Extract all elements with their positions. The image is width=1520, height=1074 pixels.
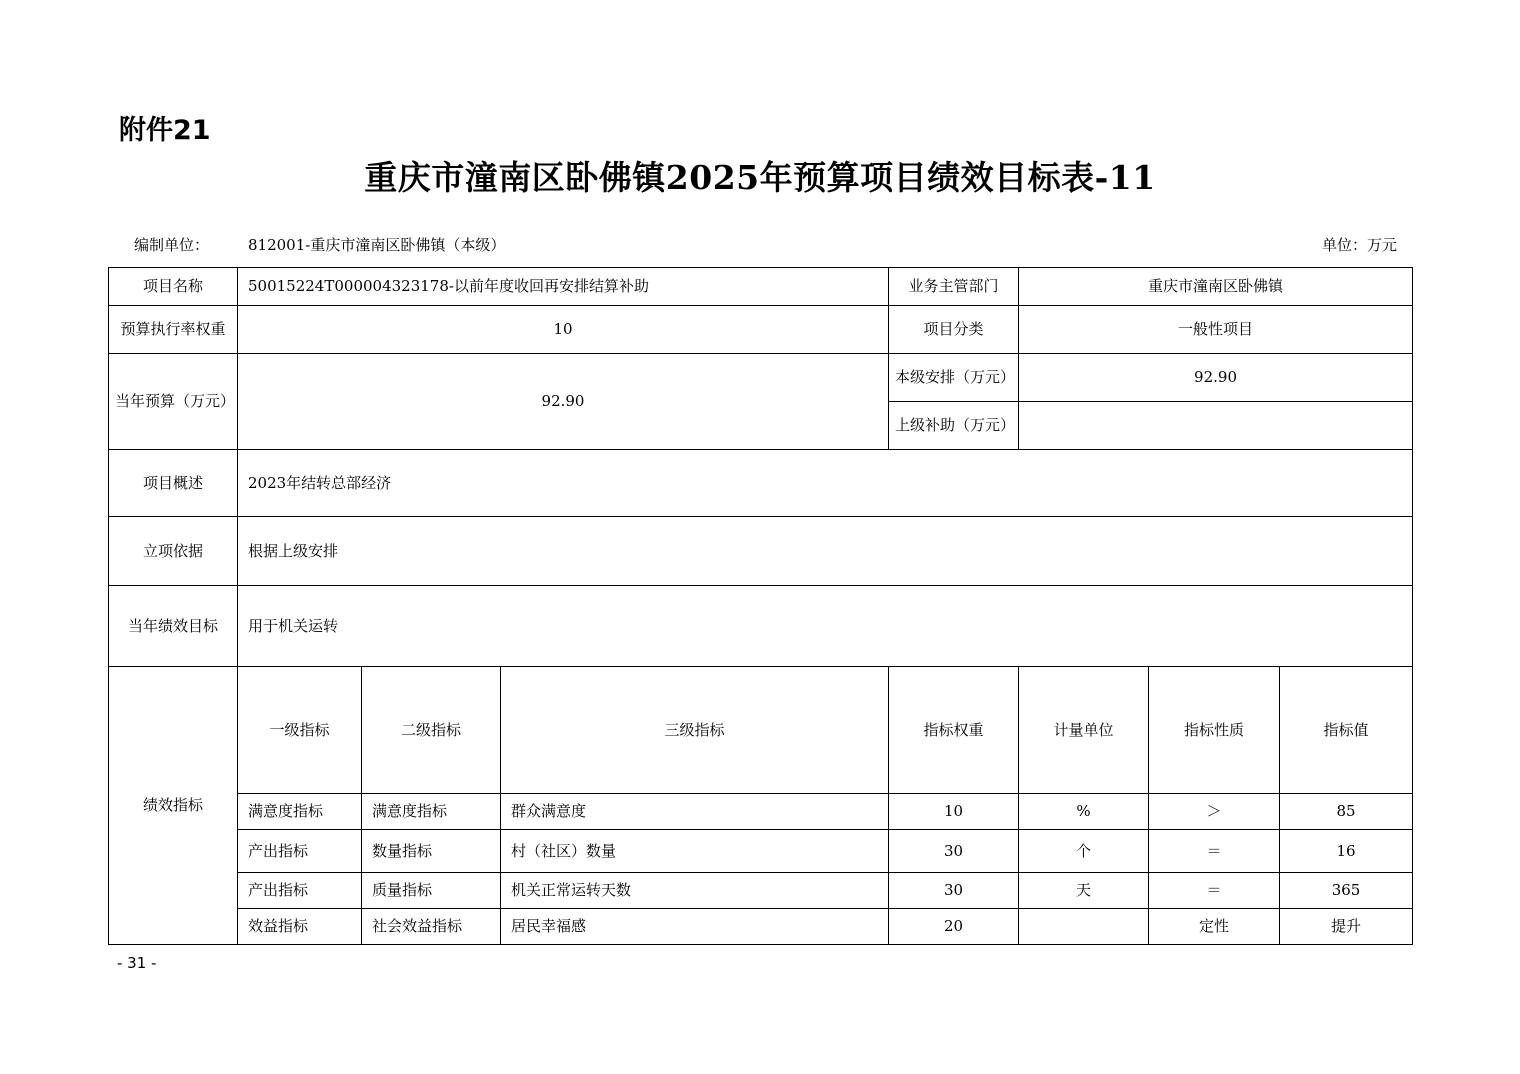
cell-level2: 质量指标 <box>362 873 501 909</box>
cell-value: 提升 <box>1280 909 1413 945</box>
cell-weight: 20 <box>889 909 1019 945</box>
project-name-value: 50015224T000004323178-以前年度收回再安排结算补助 <box>238 268 889 306</box>
cell-weight: 30 <box>889 830 1019 873</box>
dept-value: 重庆市潼南区卧佛镇 <box>1019 268 1413 306</box>
cell-value: 16 <box>1280 830 1413 873</box>
cell-level1: 产出指标 <box>238 873 362 909</box>
cell-value: 85 <box>1280 794 1413 830</box>
overview-label: 项目概述 <box>109 450 238 517</box>
category-label: 项目分类 <box>889 306 1019 354</box>
indicators-section-label: 绩效指标 <box>109 667 238 945</box>
table-row <box>109 794 1413 830</box>
document-title: 重庆市潼南区卧佛镇2025年预算项目绩效目标表-11 <box>364 158 1156 197</box>
attachment-label: 附件21 <box>119 115 211 146</box>
cell-level3: 居民幸福感 <box>501 909 889 945</box>
header-nature: 指标性质 <box>1149 667 1280 794</box>
local-arrangement-value: 92.90 <box>1019 354 1413 402</box>
org-value: 812001-重庆市潼南区卧佛镇（本级） <box>248 236 506 254</box>
cell-level2: 满意度指标 <box>362 794 501 830</box>
category-value: 一般性项目 <box>1019 306 1413 354</box>
goal-value: 用于机关运转 <box>238 586 1413 667</box>
budget-label: 当年预算（万元） <box>109 354 238 450</box>
table-row <box>109 830 1413 873</box>
basis-label: 立项依据 <box>109 517 238 586</box>
cell-level2: 数量指标 <box>362 830 501 873</box>
overview-value: 2023年结转总部经济 <box>238 450 1413 517</box>
project-name-label: 项目名称 <box>109 268 238 306</box>
cell-nature: ＝ <box>1149 873 1280 909</box>
cell-level1: 效益指标 <box>238 909 362 945</box>
cell-unit: 天 <box>1019 873 1149 909</box>
table-row <box>109 909 1413 945</box>
budget-value: 92.90 <box>238 354 889 450</box>
cell-unit <box>1019 909 1149 945</box>
cell-weight: 30 <box>889 873 1019 909</box>
dept-label: 业务主管部门 <box>889 268 1019 306</box>
upper-subsidy-label: 上级补助（万元） <box>889 402 1019 450</box>
basis-value: 根据上级安排 <box>238 517 1413 586</box>
cell-level2: 社会效益指标 <box>362 909 501 945</box>
cell-level3: 群众满意度 <box>501 794 889 830</box>
header-level1: 一级指标 <box>238 667 362 794</box>
local-arrangement-label: 本级安排（万元） <box>889 354 1019 402</box>
header-value: 指标值 <box>1280 667 1413 794</box>
unit-label: 单位：万元 <box>1322 236 1398 254</box>
cell-level1: 满意度指标 <box>238 794 362 830</box>
page-number: - 31 - <box>117 954 157 972</box>
cell-unit: % <box>1019 794 1149 830</box>
cell-unit: 个 <box>1019 830 1149 873</box>
header-level2: 二级指标 <box>362 667 501 794</box>
exec-weight-value: 10 <box>238 306 889 354</box>
upper-subsidy-value <box>1019 402 1413 450</box>
table-row <box>109 873 1413 909</box>
cell-value: 365 <box>1280 873 1413 909</box>
performance-table <box>108 267 1413 945</box>
header-level3: 三级指标 <box>501 667 889 794</box>
cell-nature: 定性 <box>1149 909 1280 945</box>
org-label: 编制单位： <box>134 236 210 254</box>
cell-nature: ＞ <box>1149 794 1280 830</box>
cell-level1: 产出指标 <box>238 830 362 873</box>
header-weight: 指标权重 <box>889 667 1019 794</box>
goal-label: 当年绩效目标 <box>109 586 238 667</box>
cell-level3: 村（社区）数量 <box>501 830 889 873</box>
cell-weight: 10 <box>889 794 1019 830</box>
exec-weight-label: 预算执行率权重 <box>109 306 238 354</box>
cell-level3: 机关正常运转天数 <box>501 873 889 909</box>
header-unit: 计量单位 <box>1019 667 1149 794</box>
cell-nature: ＝ <box>1149 830 1280 873</box>
